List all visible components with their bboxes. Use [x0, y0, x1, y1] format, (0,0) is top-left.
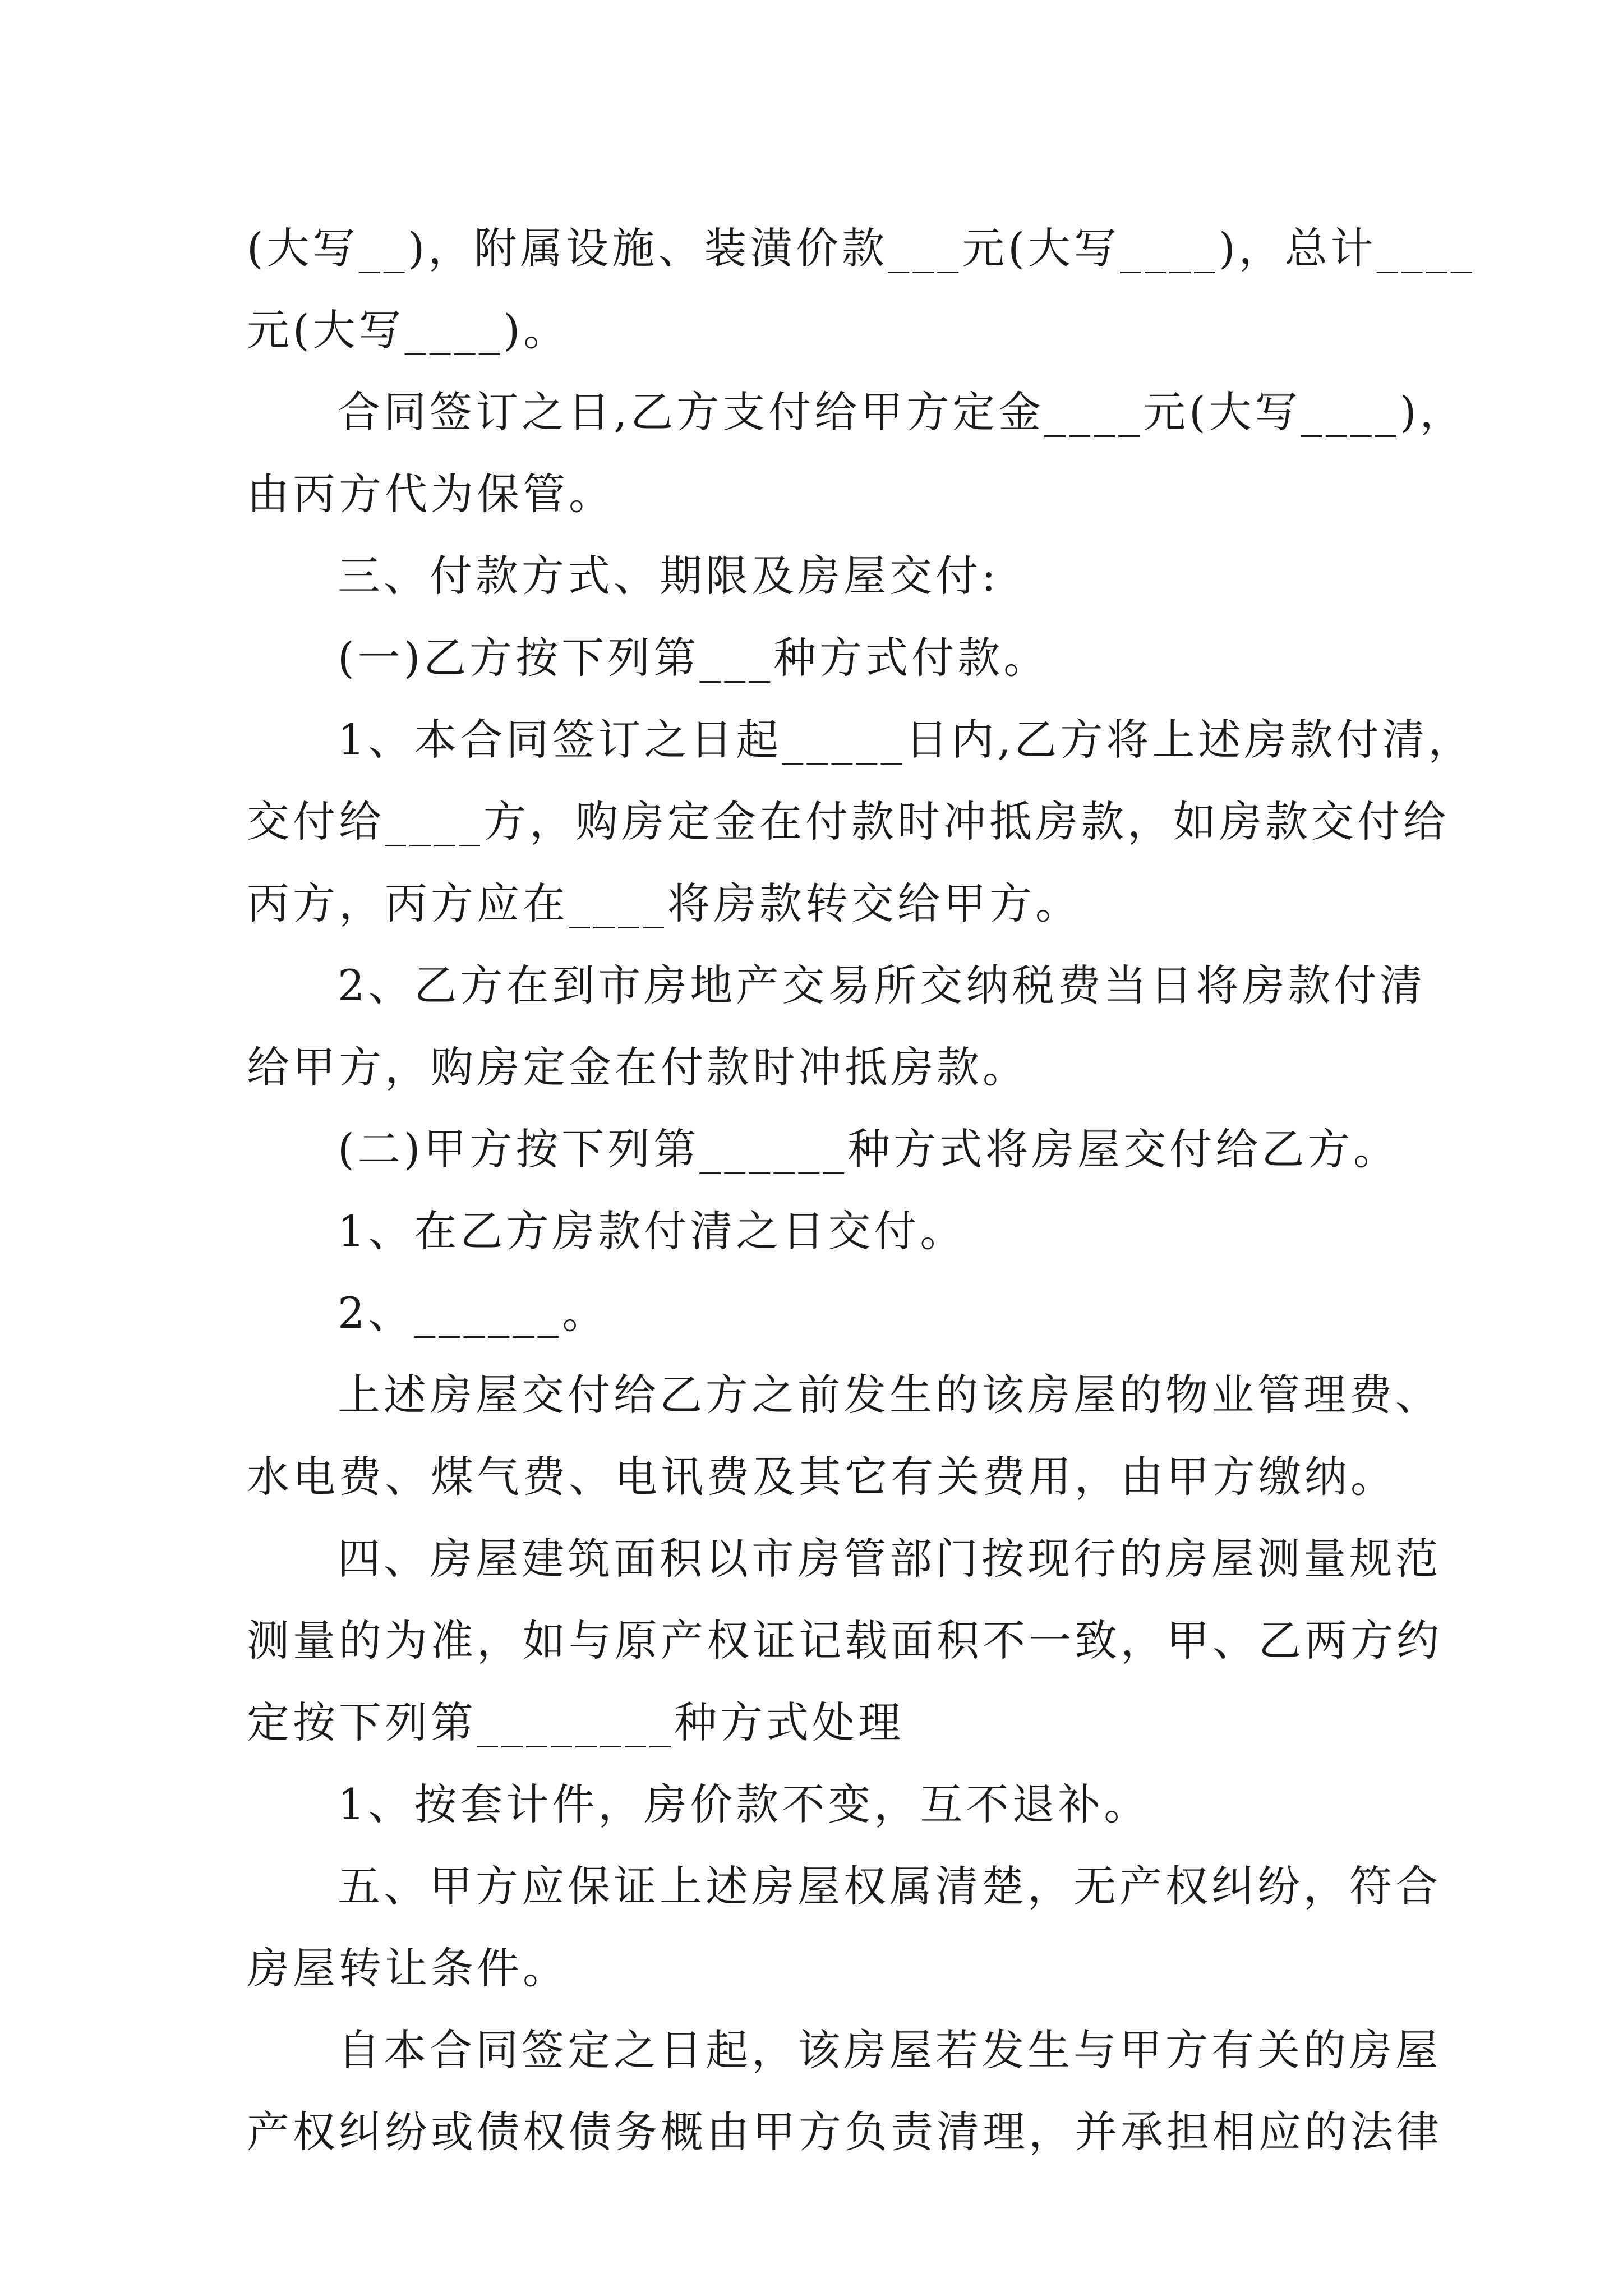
text-line-15: 上述房屋交付给乙方之前发生的该房屋的物业管理费、: [338, 1370, 1441, 1420]
text-line-9: 丙方，丙方应在____将房款转交给甲方。: [247, 878, 1081, 928]
section-heading-5: 五、甲方应保证上述房屋权属清楚，无产权纠纷，符合: [338, 1861, 1441, 1911]
text-line-19: 定按下列第________种方式处理: [247, 1697, 904, 1747]
text-line-23: 自本合同签定之日起，该房屋若发生与甲方有关的房屋: [338, 2025, 1441, 2075]
text-line-12: (二)甲方按下列第______种方式将房屋交付给乙方。: [338, 1124, 1400, 1174]
text-line-7: 1、本合同签订之日起_____日内,乙方将上述房款付清，: [338, 715, 1474, 765]
text-line-14: 2、______。: [338, 1288, 608, 1338]
text-line-18: 测量的为准，如与原产权证记载面积不一致，甲、乙两方约: [247, 1616, 1442, 1665]
text-line-8: 交付给____方，购房定金在付款时冲抵房款，如房款交付给: [247, 797, 1449, 846]
text-line-6: (一)乙方按下列第___种方式付款。: [338, 633, 1050, 683]
text-line-16: 水电费、煤气费、电讯费及其它有关费用，由甲方缴纳。: [247, 1452, 1396, 1502]
text-line-3: 合同签订之日,乙方支付给甲方定金____元(大写____)，: [338, 387, 1466, 437]
text-line-22: 房屋转让条件。: [247, 1943, 569, 1993]
text-line-20: 1、按套计件，房价款不变，互不退补。: [338, 1779, 1150, 1829]
document-body: [247, 208, 1476, 2173]
text-line-11: 给甲方，购房定金在付款时冲抵房款。: [247, 1042, 1029, 1092]
text-line-13: 1、在乙方房款付清之日交付。: [338, 1206, 966, 1256]
text-line-2: 元(大写____)。: [247, 305, 570, 355]
section-heading-4: 四、房屋建筑面积以市房管部门按现行的房屋测量规范: [338, 1534, 1441, 1584]
text-line-24: 产权纠纷或债权债务概由甲方负责清理，并承担相应的法律: [247, 2107, 1442, 2157]
text-line-4: 由丙方代为保管。: [247, 469, 615, 519]
section-heading-3: 三、付款方式、期限及房屋交付:: [338, 551, 999, 601]
text-line-1: (大写__)，附属设施、装潢价款___元(大写____)，总计____: [247, 223, 1476, 273]
text-line-10: 2、乙方在到市房地产交易所交纳税费当日将房款付清: [338, 960, 1426, 1010]
